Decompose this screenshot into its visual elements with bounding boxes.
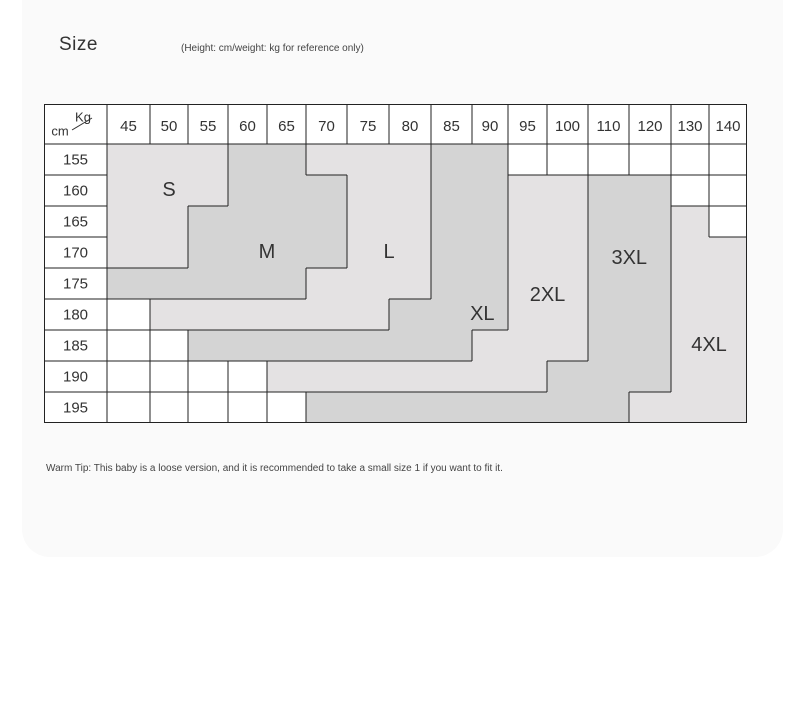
size-cell-m — [267, 268, 306, 299]
size-cell-3xl — [508, 392, 547, 423]
size-cell-m — [150, 268, 188, 299]
size-cell-xl — [431, 206, 472, 237]
size-cell-m — [107, 268, 150, 299]
size-cell-m — [267, 175, 306, 206]
size-cell-empty — [228, 361, 267, 392]
size-cell-empty — [107, 330, 150, 361]
size-cell-3xl — [347, 392, 389, 423]
size-cell-s — [107, 144, 150, 175]
weight-header-95: 95 — [519, 117, 536, 135]
size-cell-l — [347, 299, 389, 330]
size-cell-m — [188, 268, 228, 299]
size-cell-3xl — [588, 175, 629, 206]
weight-header-100: 100 — [554, 117, 581, 135]
size-cell-3xl — [629, 175, 671, 206]
size-cell-s — [150, 144, 188, 175]
size-cell-2xl — [508, 361, 547, 392]
size-cell-l — [347, 175, 389, 206]
weight-header-60: 60 — [239, 117, 256, 135]
height-label-155: 155 — [62, 151, 89, 169]
size-cell-xl — [389, 330, 431, 361]
size-cell-m — [228, 144, 267, 175]
height-label-170: 170 — [62, 244, 89, 262]
size-cell-l — [389, 175, 431, 206]
size-cell-m — [188, 237, 228, 268]
size-cell-2xl — [508, 175, 547, 206]
size-cell-3xl — [588, 361, 629, 392]
size-cell-empty — [228, 392, 267, 423]
size-cell-2xl — [508, 330, 547, 361]
height-label-165: 165 — [62, 213, 89, 231]
size-cell-2xl — [267, 361, 306, 392]
size-cell-xl — [472, 206, 508, 237]
size-cell-3xl — [629, 361, 671, 392]
size-cell-2xl — [472, 330, 508, 361]
size-cell-xl — [472, 237, 508, 268]
size-cell-3xl — [389, 392, 431, 423]
corner-label-cm: cm — [51, 123, 69, 139]
size-cell-empty — [150, 392, 188, 423]
size-cell-empty — [671, 175, 709, 206]
size-cell-xl — [472, 144, 508, 175]
height-label-180: 180 — [62, 306, 89, 324]
size-label-2xl: 2XL — [529, 284, 566, 307]
size-cell-empty — [107, 361, 150, 392]
size-cell-l — [347, 268, 389, 299]
size-cell-3xl — [306, 392, 347, 423]
size-cell-4xl — [671, 268, 709, 299]
warm-tip: Warm Tip: This baby is a loose version, and it is recommended to take a small size 1 if you want to fit it. — [46, 463, 503, 474]
size-cell-m — [306, 206, 347, 237]
size-cell-l — [347, 206, 389, 237]
weight-header-65: 65 — [278, 117, 295, 135]
size-cell-m — [306, 175, 347, 206]
size-cell-4xl — [671, 237, 709, 268]
size-cell-4xl — [709, 361, 747, 392]
size-cell-empty — [508, 144, 547, 175]
size-cell-m — [306, 237, 347, 268]
page-title: Size — [59, 34, 98, 55]
size-cell-empty — [107, 299, 150, 330]
size-cell-l — [389, 237, 431, 268]
weight-header-70: 70 — [318, 117, 335, 135]
size-cell-xl — [431, 144, 472, 175]
size-cell-empty — [188, 361, 228, 392]
size-cell-2xl — [508, 206, 547, 237]
size-cell-l — [389, 144, 431, 175]
weight-header-130: 130 — [677, 117, 703, 135]
height-label-160: 160 — [62, 182, 89, 200]
size-cell-xl — [347, 330, 389, 361]
size-cell-empty — [150, 361, 188, 392]
size-cell-empty — [709, 144, 747, 175]
size-cell-xl — [472, 268, 508, 299]
height-label-195: 195 — [62, 399, 89, 417]
size-cell-xl — [431, 237, 472, 268]
size-cell-l — [228, 299, 267, 330]
height-label-190: 190 — [62, 368, 89, 386]
size-cell-xl — [267, 330, 306, 361]
weight-header-50: 50 — [160, 117, 178, 135]
size-cell-xl — [472, 175, 508, 206]
size-cell-l — [267, 299, 306, 330]
weight-header-120: 120 — [637, 117, 663, 135]
size-cell-4xl — [709, 392, 747, 423]
size-cell-m — [188, 206, 228, 237]
height-label-185: 185 — [62, 337, 89, 355]
size-cell-3xl — [547, 392, 588, 423]
size-cell-3xl — [629, 268, 671, 299]
size-cell-empty — [709, 206, 747, 237]
size-cell-4xl — [671, 392, 709, 423]
size-cell-m — [267, 206, 306, 237]
size-cell-s — [188, 144, 228, 175]
size-cell-s — [150, 237, 188, 268]
size-cell-4xl — [709, 299, 747, 330]
size-cell-xl — [431, 330, 472, 361]
size-cell-empty — [150, 330, 188, 361]
size-cell-2xl — [508, 237, 547, 268]
size-cell-empty — [267, 392, 306, 423]
size-cell-xl — [228, 330, 267, 361]
weight-header-75: 75 — [359, 117, 377, 135]
size-cell-3xl — [629, 299, 671, 330]
size-cell-xl — [431, 268, 472, 299]
size-cell-empty — [188, 392, 228, 423]
size-label-3xl: 3XL — [611, 246, 648, 269]
size-cell-l — [389, 206, 431, 237]
size-cell-l — [306, 299, 347, 330]
corner-label-kg: Kg — [75, 109, 91, 125]
size-cell-empty — [709, 175, 747, 206]
size-cell-4xl — [629, 392, 671, 423]
size-cell-2xl — [547, 175, 588, 206]
weight-header-45: 45 — [120, 117, 137, 135]
weight-header-85: 85 — [443, 117, 460, 135]
size-cell-4xl — [671, 299, 709, 330]
size-cell-s — [150, 206, 188, 237]
height-label-175: 175 — [62, 275, 89, 293]
page-subtitle: (Height: cm/weight: kg for reference only) — [181, 43, 364, 54]
size-cell-3xl — [472, 392, 508, 423]
size-cell-empty — [588, 144, 629, 175]
size-cell-m — [267, 144, 306, 175]
weight-header-80: 80 — [401, 117, 419, 135]
size-cell-4xl — [671, 361, 709, 392]
size-cell-4xl — [709, 268, 747, 299]
size-cell-l — [150, 299, 188, 330]
size-cell-2xl — [389, 361, 431, 392]
size-cell-xl — [389, 299, 431, 330]
size-cell-3xl — [547, 361, 588, 392]
size-label-4xl: 4XL — [691, 333, 727, 356]
size-cell-empty — [107, 392, 150, 423]
size-cell-s — [107, 175, 150, 206]
size-cell-empty — [629, 144, 671, 175]
size-cell-2xl — [306, 361, 347, 392]
size-cell-3xl — [629, 206, 671, 237]
size-cell-2xl — [472, 361, 508, 392]
size-cell-2xl — [547, 330, 588, 361]
size-cell-2xl — [431, 361, 472, 392]
size-cell-3xl — [588, 392, 629, 423]
size-cell-xl — [188, 330, 228, 361]
size-cell-xl — [306, 330, 347, 361]
size-cell-s — [107, 237, 150, 268]
weight-header-140: 140 — [715, 117, 741, 135]
size-cell-l — [389, 268, 431, 299]
size-cell-3xl — [588, 299, 629, 330]
size-cell-3xl — [588, 206, 629, 237]
size-cell-2xl — [547, 237, 588, 268]
size-cell-3xl — [431, 392, 472, 423]
size-cell-3xl — [588, 268, 629, 299]
size-cell-l — [188, 299, 228, 330]
size-cell-empty — [671, 144, 709, 175]
size-cell-s — [188, 175, 228, 206]
size-cell-m — [228, 206, 267, 237]
size-cell-m — [228, 175, 267, 206]
size-cell-3xl — [588, 330, 629, 361]
size-cell-l — [306, 268, 347, 299]
size-label-s: S — [162, 178, 176, 201]
size-cell-xl — [431, 175, 472, 206]
size-cell-m — [228, 268, 267, 299]
size-cell-l — [347, 144, 389, 175]
size-label-m: M — [258, 240, 276, 263]
weight-header-55: 55 — [199, 117, 217, 135]
size-cell-3xl — [629, 330, 671, 361]
size-cell-2xl — [347, 361, 389, 392]
size-cell-s — [107, 206, 150, 237]
size-cell-xl — [431, 299, 472, 330]
size-cell-4xl — [671, 206, 709, 237]
size-label-l: L — [383, 240, 395, 263]
weight-header-110: 110 — [596, 117, 621, 135]
size-cell-empty — [547, 144, 588, 175]
size-cell-2xl — [547, 206, 588, 237]
weight-header-90: 90 — [481, 117, 499, 135]
size-cell-l — [306, 144, 347, 175]
size-label-xl: XL — [470, 302, 495, 325]
size-cell-4xl — [709, 237, 747, 268]
